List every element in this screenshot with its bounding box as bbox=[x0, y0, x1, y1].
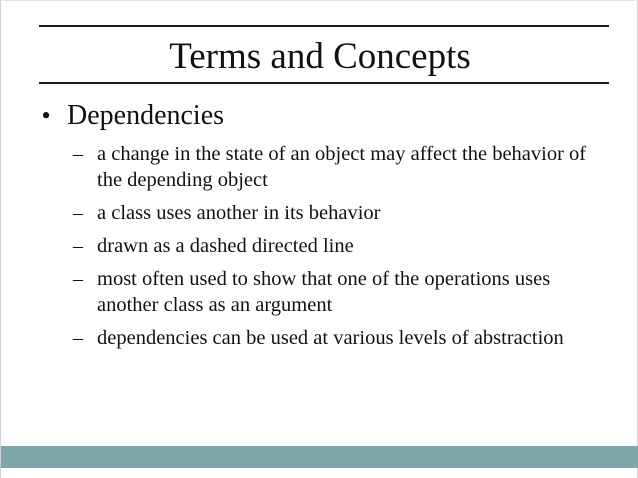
sub-item bbox=[25, 141, 615, 193]
dash-icon: – bbox=[73, 202, 83, 224]
sub-item-text: a class uses another in its behavior bbox=[97, 202, 381, 224]
dash-icon: – bbox=[73, 327, 83, 349]
bullet-item bbox=[25, 97, 615, 135]
bullet-icon: • bbox=[41, 101, 51, 130]
sub-item bbox=[25, 325, 615, 351]
sub-item bbox=[25, 200, 615, 226]
sub-item-text: most often used to show that one of the operations uses another class as an argument bbox=[97, 268, 551, 316]
dash-icon: – bbox=[73, 235, 83, 257]
dash-icon: – bbox=[73, 143, 83, 165]
sub-item-text: drawn as a dashed directed line bbox=[97, 235, 354, 257]
sub-list bbox=[25, 141, 615, 351]
slide-content bbox=[25, 97, 615, 358]
title-rule-top bbox=[39, 25, 609, 27]
sub-item bbox=[25, 266, 615, 318]
sub-item-text: dependencies can be used at various levels of abstraction bbox=[97, 327, 564, 349]
title-rule-bottom bbox=[39, 82, 609, 84]
slide-title: Terms and Concepts bbox=[169, 36, 471, 77]
sub-item-text: a change in the state of an object may affect the behavior of the depending object bbox=[97, 143, 587, 191]
sub-item bbox=[25, 233, 615, 259]
dash-icon: – bbox=[73, 268, 83, 290]
footer-bar bbox=[1, 446, 638, 468]
bullet-text: Dependencies bbox=[67, 100, 225, 131]
